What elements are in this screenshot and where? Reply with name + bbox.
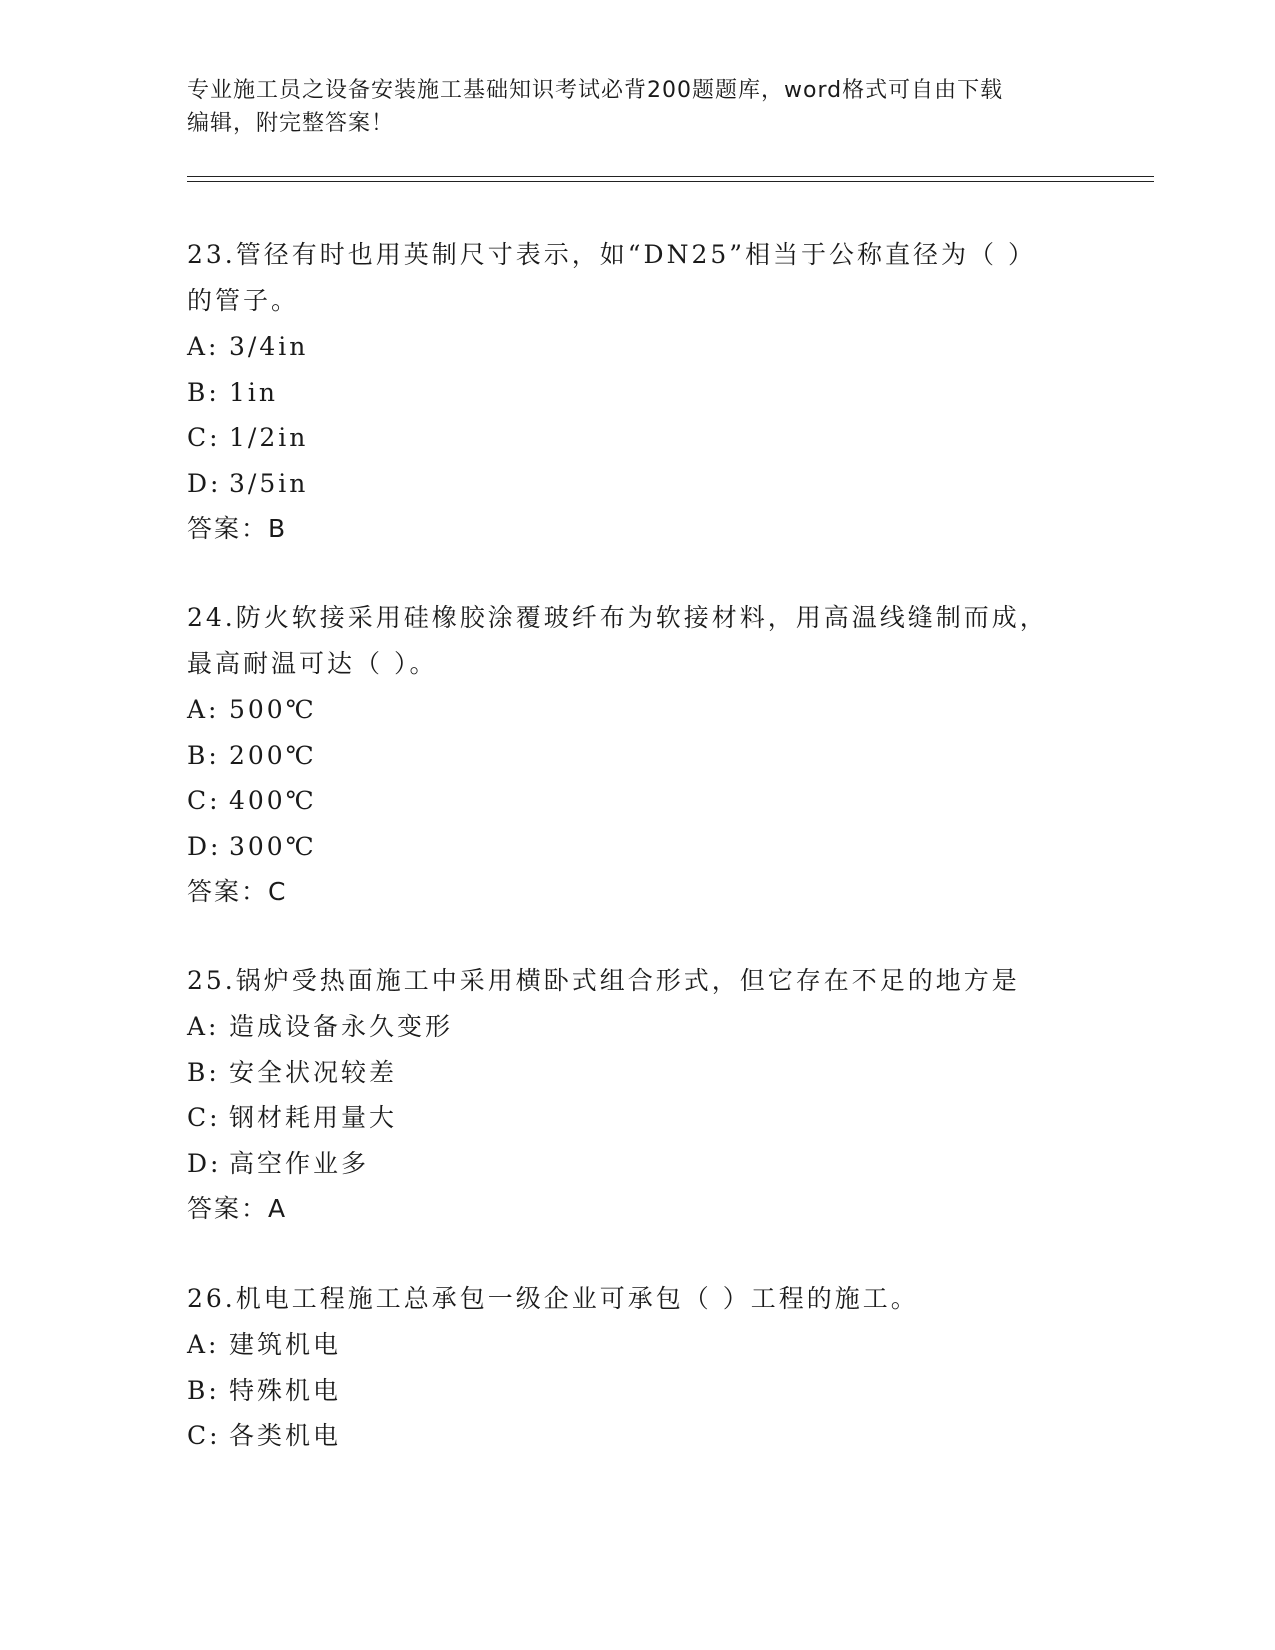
option-text: 造成设备永久变形: [229, 1012, 454, 1041]
option-b: [187, 733, 1067, 779]
question-stem-continued: 最高耐温可达（ ）。: [187, 649, 438, 678]
question-24: [187, 595, 1067, 914]
option-c: [187, 1413, 1067, 1459]
option-letter: B:: [187, 377, 220, 407]
option-letter: A:: [187, 332, 220, 361]
option-letter: A:: [187, 1012, 220, 1041]
option-text: 特殊机电: [229, 1375, 342, 1405]
question-23: [187, 232, 1067, 551]
option-text: 各类机电: [229, 1421, 342, 1450]
option-text: 1in: [229, 377, 279, 407]
option-d: [187, 1141, 1067, 1187]
option-text: 3/4in: [229, 332, 309, 361]
document-header: [187, 74, 1087, 140]
header-title-line-2: 编辑，附完整答案！: [187, 111, 395, 136]
question-stem: 23.管径有时也用英制尺寸表示，如“DN25”相当于公称直径为（ ）: [187, 240, 1036, 269]
option-letter: D:: [187, 468, 222, 498]
option-text: 高空作业多: [229, 1148, 370, 1178]
option-a: [187, 1004, 1067, 1050]
option-letter: C:: [187, 423, 221, 452]
answer-line: 答案：C: [187, 877, 288, 906]
question-stem: 24.防火软接采用硅橡胶涂覆玻纤布为软接材料，用高温线缝制而成，: [187, 603, 1048, 632]
question-26: [187, 1276, 1067, 1459]
question-stem-continued: 的管子。: [187, 286, 300, 315]
option-a: [187, 687, 1067, 733]
option-letter: D:: [187, 831, 222, 861]
option-c: [187, 415, 1067, 461]
option-text: 3/5in: [229, 468, 309, 498]
option-b: [187, 370, 1067, 416]
option-a: [187, 1322, 1067, 1368]
option-letter: B:: [187, 1375, 220, 1405]
option-text: 200℃: [229, 740, 317, 770]
option-text: 建筑机电: [229, 1330, 342, 1359]
option-letter: A:: [187, 695, 220, 724]
option-d: [187, 461, 1067, 507]
option-c: [187, 778, 1067, 824]
header-divider-top: [187, 176, 1154, 177]
option-letter: B:: [187, 740, 220, 770]
option-text: 500℃: [229, 695, 317, 724]
header-divider-bottom: [187, 181, 1154, 182]
option-letter: D:: [187, 1148, 222, 1178]
option-text: 安全状况较差: [229, 1057, 398, 1087]
option-text: 400℃: [229, 786, 317, 815]
option-letter: C:: [187, 1103, 221, 1132]
option-a: [187, 324, 1067, 370]
question-stem: 26.机电工程施工总承包一级企业可承包（ ）工程的施工。: [187, 1284, 919, 1313]
option-b: [187, 1050, 1067, 1096]
option-text: 300℃: [229, 831, 317, 861]
option-text: 1/2in: [229, 423, 309, 452]
option-letter: B:: [187, 1057, 220, 1087]
option-letter: C:: [187, 1421, 221, 1450]
question-25: [187, 958, 1067, 1231]
option-text: 钢材耗用量大: [229, 1103, 398, 1132]
question-stem: 25.锅炉受热面施工中采用横卧式组合形式，但它存在不足的地方是: [187, 966, 1020, 995]
option-d: [187, 824, 1067, 870]
option-c: [187, 1095, 1067, 1141]
answer-line: 答案：B: [187, 514, 288, 543]
option-letter: C:: [187, 786, 221, 815]
header-title-line-1: 专业施工员之设备安装施工基础知识考试必背200题题库，word格式可自由下载: [187, 78, 1004, 103]
answer-line: 答案：A: [187, 1194, 288, 1223]
option-letter: A:: [187, 1330, 220, 1359]
option-b: [187, 1368, 1067, 1414]
